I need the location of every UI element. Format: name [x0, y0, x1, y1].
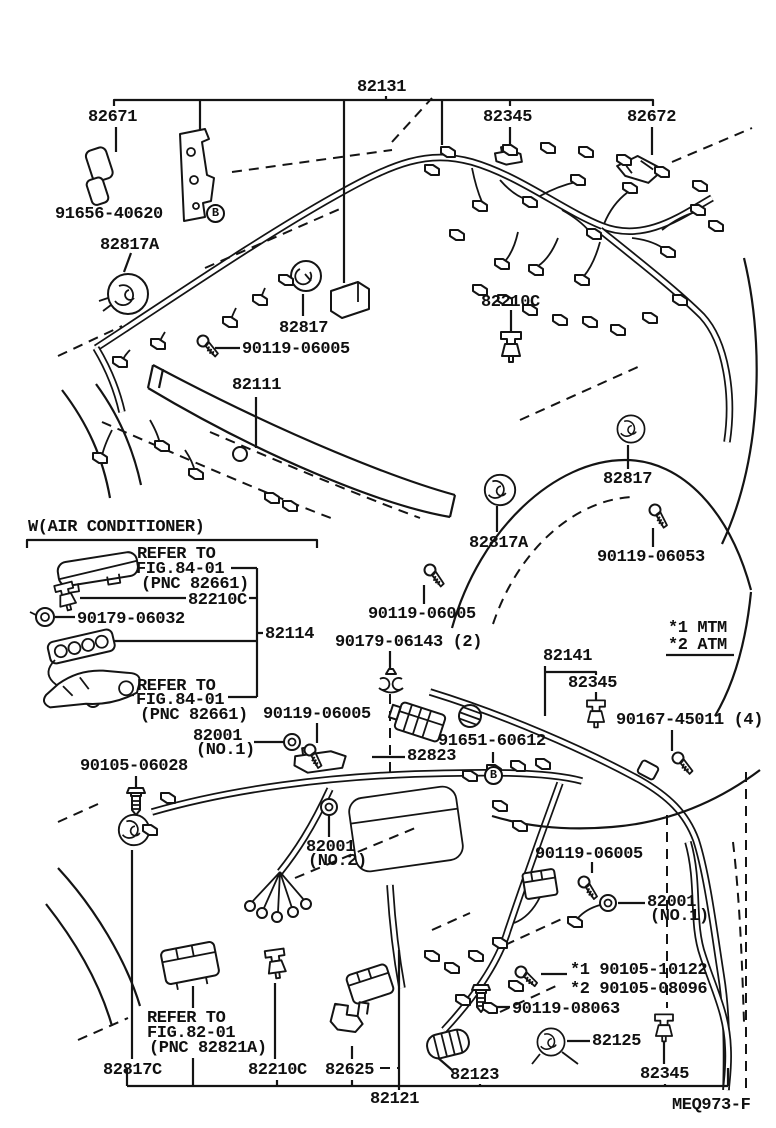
note-mtm: *1 MTM: [668, 619, 727, 638]
label-91656-40620: 91656-40620: [55, 205, 163, 224]
part-82625-icon: [330, 999, 369, 1034]
label-82123: 82123: [450, 1066, 500, 1085]
label-82817-right: 82817: [603, 470, 653, 489]
clamp-icon: [485, 475, 515, 505]
label-90105-06028: 90105-06028: [80, 757, 188, 776]
wire-ring-icon: [284, 734, 300, 750]
label-air-conditioner: W(AIR CONDITIONER): [28, 518, 205, 537]
label-82210c-ac: 82210C: [188, 591, 247, 610]
label-82345-bot: 82345: [640, 1065, 690, 1084]
label-91651-60612: 91651-60612: [438, 732, 546, 751]
label-refer3-line1: REFER TO: [147, 1009, 226, 1028]
label-82817-top: 82817: [279, 319, 329, 338]
label-82210c-bot: 82210C: [248, 1061, 307, 1080]
note-atm: *2 ATM: [668, 636, 727, 655]
label-refer2-line3: (PNC 82661): [140, 706, 248, 725]
reinforcement-bar-82111-icon: [148, 365, 455, 517]
wire-ring-icon: [321, 799, 337, 815]
label-82823: 82823: [407, 747, 457, 766]
relay-block-icon: [160, 941, 221, 992]
label-refer1-line2: FIG.84-01: [136, 560, 225, 579]
clamp-82817-top-icon: [291, 261, 321, 291]
connection-marker-b-top: B: [206, 204, 225, 223]
clip-icon: [54, 582, 78, 613]
label-90167-45011: 90167-45011 (4): [616, 711, 764, 730]
label-82817c: 82817C: [103, 1061, 162, 1080]
screw-icon: [646, 502, 673, 528]
label-82111: 82111: [232, 376, 282, 395]
grommet-icon: [30, 608, 54, 626]
label-refer1-line1: REFER TO: [137, 545, 216, 564]
relay-icon: [331, 282, 369, 318]
clamp-82125-icon: [537, 1028, 564, 1055]
label-refer3-line2: FIG.82-01: [147, 1024, 236, 1043]
drawing-code: MEQ973-F: [672, 1096, 751, 1115]
clip-icon: [587, 700, 605, 727]
label-90119-06005-left: 90119-06005: [263, 705, 371, 724]
label-82141: 82141: [543, 647, 593, 666]
screw-icon: [194, 334, 222, 357]
label-90179-06032: 90179-06032: [77, 610, 185, 629]
label-90119-06005-bot: 90119-06005: [535, 845, 643, 864]
label-82671: 82671: [88, 108, 138, 127]
label-82001-no2-line2: (NO.2): [308, 852, 367, 871]
label-82001-no1b-line1: 82001: [647, 893, 697, 912]
diagram-parts: [30, 129, 697, 1064]
bolt-icon: [127, 788, 145, 815]
label-90105-08096: *2 90105-08096: [570, 980, 708, 999]
label-82345-mid: 82345: [568, 674, 618, 693]
label-82210c-top: 82210C: [481, 293, 540, 312]
connector-82123-icon: [425, 1027, 472, 1060]
clamp-82817a-top-icon: [99, 274, 148, 314]
label-90179-06143: 90179-06143 (2): [335, 633, 483, 652]
label-90119-06005-mid: 90119-06005: [368, 605, 476, 624]
fuse-row-icon: [47, 628, 116, 664]
clip-82671-icon: [77, 146, 121, 206]
label-90119-06005-top: 90119-06005: [242, 340, 350, 359]
label-82114: 82114: [265, 625, 315, 644]
connector-icon: [345, 963, 394, 1005]
label-82001-no1a-line2: (NO.1): [196, 741, 255, 760]
label-82131: 82131: [357, 78, 407, 97]
label-refer1-line3: (PNC 82661): [141, 575, 249, 594]
clamp-82823-icon: [292, 742, 347, 774]
clip-icon: [265, 949, 288, 980]
label-82001-no1b-line2: (NO.1): [650, 907, 709, 926]
label-90119-06053: 90119-06053: [597, 548, 705, 567]
label-refer3-line3: (PNC 82821A): [149, 1039, 267, 1058]
relay-icon: [522, 869, 558, 900]
label-82625: 82625: [325, 1061, 375, 1080]
label-90119-08063: 90119-08063: [512, 1000, 620, 1019]
label-82001-no2-line1: 82001: [306, 838, 356, 857]
label-refer2-line1: REFER TO: [137, 677, 216, 696]
screw-icon: [575, 874, 603, 899]
label-82672: 82672: [627, 108, 677, 127]
label-82817a-top: 82817A: [100, 236, 159, 255]
screw-icon: [669, 750, 697, 774]
wire-ring-icon: [600, 895, 616, 911]
label-82001-no1a-line1: 82001: [193, 727, 243, 746]
clamp-icon: [617, 415, 644, 442]
label-90105-10122: *1 90105-10122: [570, 961, 708, 980]
label-82121: 82121: [370, 1090, 420, 1109]
clip-icon: [655, 1014, 673, 1041]
label-82345-top: 82345: [483, 108, 533, 127]
label-82817a-mid: 82817A: [469, 534, 528, 553]
clip-icon: [501, 332, 521, 362]
connection-marker-b-middle: B: [484, 766, 503, 785]
butterfly-clamp-icon: [379, 669, 403, 693]
label-82125: 82125: [592, 1032, 642, 1051]
label-refer2-line2: FIG.84-01: [136, 691, 225, 710]
screw-icon: [421, 562, 449, 587]
